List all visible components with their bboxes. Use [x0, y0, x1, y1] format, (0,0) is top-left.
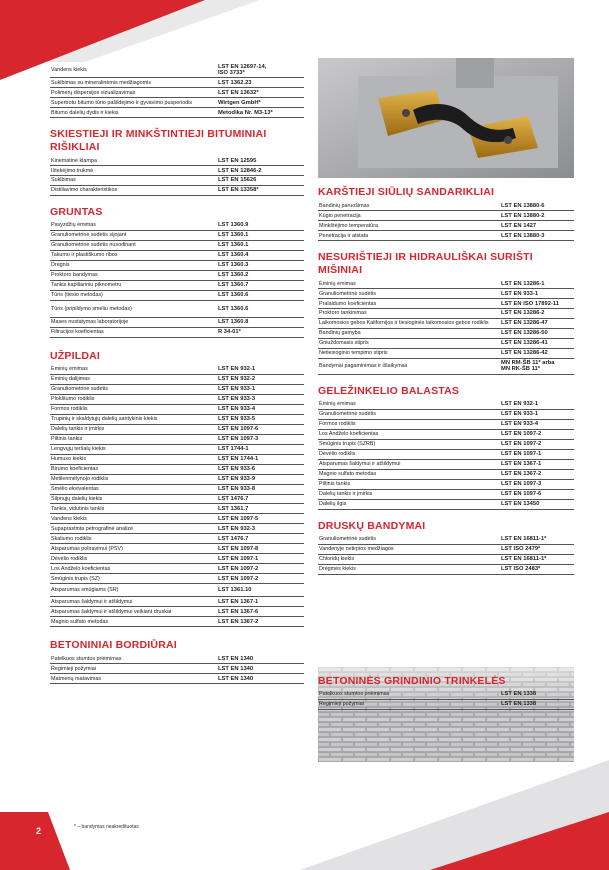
test-name: Dėvėlio rodiklis	[50, 554, 217, 564]
standard-code: LST EN 1097-2	[217, 564, 304, 574]
test-name: Supertrotu bitumo tūrio pašildėjimo ir gyvavimo pusperiodis	[50, 97, 217, 107]
test-name: Dalelių ilgis	[318, 499, 500, 509]
table-row	[50, 617, 304, 627]
standard-code: LST 1362.23	[217, 77, 304, 87]
standard-code: LST 1360.1	[217, 230, 304, 240]
test-name: Tankis kapiliariniu piknometru	[50, 280, 217, 290]
table-row	[318, 564, 574, 574]
test-name: Granuliometrinė sudėtis	[318, 288, 500, 298]
standard-code: LST EN 1097-5	[217, 514, 304, 524]
equipment-photo	[318, 58, 574, 178]
test-name: Vandens kiekis	[50, 514, 217, 524]
standard-code: LST EN 1097-3	[217, 434, 304, 444]
test-name: Los Andželo koeficientas	[50, 564, 217, 574]
machine-column	[456, 58, 494, 88]
table-row	[50, 384, 304, 394]
table-row	[318, 358, 574, 374]
table-row	[318, 338, 574, 348]
right-sections	[318, 186, 574, 710]
standards-table	[318, 400, 574, 510]
test-name: Minkštėjimo temperatūra	[318, 220, 500, 230]
standard-code: LST EN 12595	[217, 156, 304, 165]
standard-code: LST EN 1367-6	[217, 607, 304, 617]
table-row	[50, 87, 304, 97]
table-row	[318, 459, 574, 469]
table-row	[318, 429, 574, 439]
standard-code: R 34-01*	[217, 327, 304, 337]
standard-code: LST EN 933-5	[217, 414, 304, 424]
table-row	[50, 290, 304, 300]
table-row	[318, 409, 574, 419]
standard-code: LST 1360.4	[217, 250, 304, 260]
section-title: NESURIŠTIEJI IR HIDRAULIŠKAI SURIŠTI MIŠINIAI	[318, 250, 533, 276]
section	[318, 186, 574, 241]
test-name: Ėminių ėmimas	[50, 365, 217, 374]
table-row	[50, 607, 304, 617]
standard-code: LST EN 1340	[217, 674, 304, 684]
table-row	[318, 308, 574, 318]
test-name: Magnio sulfato metodas	[50, 617, 217, 627]
table-row	[318, 288, 574, 298]
standard-code: LST EN 1097-1	[217, 554, 304, 564]
table-row	[50, 317, 304, 327]
table-row	[318, 400, 574, 409]
table-row	[50, 250, 304, 260]
table-row	[50, 424, 304, 434]
standard-code: LST 1744-1	[217, 444, 304, 454]
standards-table	[318, 279, 574, 375]
table-row	[318, 535, 574, 544]
standard-code: LST EN 13880-2	[500, 210, 574, 220]
table-row	[50, 221, 304, 230]
table-row	[50, 664, 304, 674]
standard-code: LST EN 1427	[500, 220, 574, 230]
table-row	[50, 504, 304, 514]
standard-code: LST EN 1744-1	[217, 454, 304, 464]
test-name: Atsparumas šaldymui ir atšildymui veikiant druskai	[50, 607, 217, 617]
test-name: Granuliometrinė sudėtis nusodinant	[50, 240, 217, 250]
test-name: Patelkuos stumtos priėmimas	[318, 690, 500, 699]
standard-code: LST EN 933-3	[217, 394, 304, 404]
section-title: UŽPILDAI	[50, 349, 101, 362]
test-name: Tūris (tiesio metodas)	[50, 290, 217, 300]
table-row	[318, 544, 574, 554]
section	[50, 206, 304, 338]
table-row	[50, 156, 304, 165]
standard-code: LST EN ISO 17892-11	[500, 298, 574, 308]
standard-code: LST ISO 2483*	[500, 564, 574, 574]
standard-code: LST EN 1097-2	[500, 439, 574, 449]
standard-code: LST 1360.2	[217, 270, 304, 280]
bolt	[402, 109, 410, 117]
standard-code: LST EN 933-1	[217, 384, 304, 394]
test-name: Laikomosios gebos Kalifornijos ir tiesioginės laikomosios gebos rodiklis	[318, 318, 500, 328]
test-name: Regimieji požymiai	[318, 699, 500, 709]
standard-code: LST EN 933-1	[500, 288, 574, 298]
test-name: Formos rodiklis	[318, 419, 500, 429]
table-row	[50, 494, 304, 504]
standard-code: LST EN 933-1	[500, 409, 574, 419]
test-name: Atsparumas poliravimui (PSV)	[50, 544, 217, 554]
standard-code: LST EN 13286-2	[500, 308, 574, 318]
standard-code: LST EN 13450	[500, 499, 574, 509]
standard-code: Wirtgen GmbH*	[217, 97, 304, 107]
page-number: 2	[36, 826, 42, 836]
test-name: Granuliometrinė sudėtis	[318, 535, 500, 544]
table-row	[50, 327, 304, 337]
standard-code: LST EN 933-4	[217, 404, 304, 414]
test-name: Vandenyje netirpios medžiagos	[318, 544, 500, 554]
test-name: Atsparumas šaldymui ir atšildymui	[318, 459, 500, 469]
test-name: Dalelių tankis ir įmirkis	[318, 489, 500, 499]
standards-table	[50, 365, 304, 628]
test-name: Birumo koeficientas	[50, 464, 217, 474]
test-name: Kūgio penetracija	[318, 210, 500, 220]
standard-code: LST EN 13286-42	[500, 348, 574, 358]
test-name: Chloridų kiekis	[318, 554, 500, 564]
section-title: KARŠTIEJI SIŪLIŲ SANDARIKLIAI	[318, 186, 495, 198]
standard-code: LST 1360.8	[217, 317, 304, 327]
standard-code: LST EN 1097-6	[217, 424, 304, 434]
test-name: Formos rodiklis	[50, 404, 217, 414]
standard-code: LST EN 16811-1*	[500, 554, 574, 564]
standard-code: LST EN 1367-1	[500, 459, 574, 469]
section-title: BETONINĖS GRINDINIO TRINKELĖS	[318, 674, 506, 687]
table-row	[318, 690, 574, 699]
table-row	[50, 260, 304, 270]
test-name: Distiliavimo charakteristikos	[50, 185, 217, 195]
standard-code: LST ISO 2479*	[500, 544, 574, 554]
standard-code: LST EN 1340	[217, 664, 304, 674]
test-name: Drėgmės kiekis	[318, 564, 500, 574]
test-name: Atsparumas šaldymui ir atšildymui	[50, 597, 217, 607]
table-row	[50, 654, 304, 663]
standard-code: MN RM-ŠB 11* arba MN RK-ŠB 11*	[500, 358, 574, 374]
table-row	[318, 279, 574, 288]
standards-table	[318, 535, 574, 575]
table-row	[50, 230, 304, 240]
section	[50, 128, 304, 196]
test-name: Bitumo dalelių dydis ir kiekis	[50, 107, 217, 117]
table-row	[50, 434, 304, 444]
standards-table	[318, 201, 574, 241]
test-name: Pavyzdžių ėmimas	[50, 221, 217, 230]
standard-code: LST 1360.6	[217, 300, 304, 317]
standard-code: LST EN 13286-47	[500, 318, 574, 328]
section-title: SKIESTIEJI IR MINKŠTINTIEJI BITUMINIAI RIŠIKLIAI	[50, 127, 267, 153]
test-name: Silpnųjų dalelių kiekis	[50, 494, 217, 504]
test-name: Supaprastinta petrografinė analizė	[50, 524, 217, 534]
test-name: Ištekėjimo trukmė	[50, 165, 217, 175]
test-name: Dalelių tankis ir įmirkis	[50, 424, 217, 434]
section	[318, 520, 574, 575]
test-name: Smūginis trupis (SZ)	[50, 574, 217, 584]
test-name: Pralaidumo koeficientas	[318, 298, 500, 308]
table-row	[50, 394, 304, 404]
table-row	[318, 419, 574, 429]
footnote: * – bandymas neakredituotas	[74, 824, 139, 830]
left-column	[50, 62, 304, 684]
table-row	[50, 270, 304, 280]
bottom-left-red-band	[0, 812, 70, 870]
table-row	[50, 554, 304, 564]
table-row	[50, 165, 304, 175]
table-row	[318, 489, 574, 499]
left-sections	[50, 128, 304, 684]
test-name: Ėminių ėmimas	[318, 279, 500, 288]
test-name: Suklbimas su mineralinėmis medžiagomis	[50, 77, 217, 87]
standard-code: LST 1360.7	[217, 280, 304, 290]
test-name: Vandens kiekis	[50, 62, 217, 77]
standard-code: LST 1360.9	[217, 221, 304, 230]
table-row	[318, 699, 574, 709]
standard-code: LST 1360.1	[217, 240, 304, 250]
standard-code: LST EN 933-9	[217, 474, 304, 484]
table-row	[50, 97, 304, 107]
table-row	[50, 365, 304, 374]
table-row	[50, 280, 304, 290]
table-row	[318, 220, 574, 230]
right-column	[318, 186, 574, 710]
standard-code: LST EN 1338	[500, 699, 574, 709]
table-row	[318, 479, 574, 489]
section-title: DRUSKŲ BANDYMAI	[318, 519, 426, 532]
standard-code: LST EN 12697-14, ISO 3733*	[217, 62, 304, 77]
test-name: Humuso kiekis	[50, 454, 217, 464]
test-name: Drėgnis	[50, 260, 217, 270]
standard-code: LST EN 1097-2	[217, 574, 304, 584]
standard-code: LST EN 1367-2	[217, 617, 304, 627]
test-name: Gniuždomasis stipris	[318, 338, 500, 348]
standard-code: LST EN 1367-1	[217, 597, 304, 607]
table-row	[50, 185, 304, 195]
test-name: Netiesioginio tempimo stipris	[318, 348, 500, 358]
table-row	[50, 464, 304, 474]
table-row	[50, 175, 304, 185]
standard-code: LST EN 1338	[500, 690, 574, 699]
standard-code: LST EN 13632*	[217, 87, 304, 97]
table-row	[50, 484, 304, 494]
test-name: Smėlio ekvivalentas	[50, 484, 217, 494]
test-name: Proktoro tankinimas	[318, 308, 500, 318]
standard-code: LST 1360.3	[217, 260, 304, 270]
standard-code: LST EN 933-6	[217, 464, 304, 474]
test-name: Smūginis trupis (SZRB)	[318, 439, 500, 449]
test-name: Los Andželo koeficientas	[318, 429, 500, 439]
standard-code: LST EN 933-4	[500, 419, 574, 429]
table-row	[318, 499, 574, 509]
table-row	[318, 554, 574, 564]
standard-code: LST EN 932-2	[217, 374, 304, 384]
standard-code: LST EN 932-3	[217, 524, 304, 534]
standard-code: LST EN 1340	[217, 654, 304, 663]
standard-code: LST EN 1097-2	[500, 429, 574, 439]
test-name: Mases nustatymas laboratorijoje	[50, 317, 217, 327]
standards-table	[50, 654, 304, 684]
standard-code: LST EN 933-8	[217, 484, 304, 494]
standards-table	[50, 221, 304, 338]
section	[318, 251, 574, 375]
test-name: Magnio sulfato metodas	[318, 469, 500, 479]
table-row	[318, 439, 574, 449]
standard-code: LST EN 932-1	[217, 365, 304, 374]
section-title: GELEŽINKELIO BALASTAS	[318, 384, 460, 397]
standard-code: LST 1361.10	[217, 584, 304, 597]
table-row	[50, 544, 304, 554]
test-name: Dėvėlio rodiklis	[318, 449, 500, 459]
table-row	[50, 404, 304, 414]
standard-code: LST EN 1097-6	[500, 489, 574, 499]
standard-code: LST EN 16811-1*	[500, 535, 574, 544]
standard-code: LST EN 13880-3	[500, 230, 574, 240]
table-row	[50, 597, 304, 607]
section-title: GRUNTAS	[50, 205, 103, 218]
standard-code: LST 1476.7	[217, 534, 304, 544]
table-row	[318, 230, 574, 240]
standard-code: LST EN 15626	[217, 175, 304, 185]
test-name: Granuliometrinė sudėtis sijojant	[50, 230, 217, 240]
test-name: Bandinių paruošimas	[318, 201, 500, 210]
table-row	[318, 449, 574, 459]
table-row	[50, 240, 304, 250]
test-name: Bandymai pagaminimas ir išlaikymas	[318, 358, 500, 374]
test-name: Metilenmėlynojo rodiklis	[50, 474, 217, 484]
table-row	[318, 328, 574, 338]
table-row	[318, 469, 574, 479]
test-name: Regimieji požymiai	[50, 664, 217, 674]
table-row	[50, 77, 304, 87]
test-name: Trupinių ir skaldytųjų dalelių santykinis kiekis	[50, 414, 217, 424]
standard-code: LST EN 932-1	[500, 400, 574, 409]
test-name: Polimerų dispersijos vizualizavimas	[50, 87, 217, 97]
test-name: Plokštumo rodiklis	[50, 394, 217, 404]
table-row	[318, 298, 574, 308]
table-row	[318, 210, 574, 220]
test-name: Filtracijos koeficientas	[50, 327, 217, 337]
test-name: Suklbimas	[50, 175, 217, 185]
standard-code: LST 1360.6	[217, 290, 304, 300]
test-name: Skaliumo rodiklis	[50, 534, 217, 544]
table-row	[50, 414, 304, 424]
table-row	[50, 564, 304, 574]
standard-code: LST EN 1367-2	[500, 469, 574, 479]
table-row	[318, 201, 574, 210]
table-row	[50, 300, 304, 317]
table-row	[50, 107, 304, 117]
test-name: Ėminių ėmimas	[318, 400, 500, 409]
test-name: Tankis, vidutinis tankis	[50, 504, 217, 514]
section	[50, 639, 304, 684]
section	[50, 350, 304, 628]
standard-code: LST EN 1097-3	[500, 479, 574, 489]
test-name: Piltinis tankis	[318, 479, 500, 489]
test-name: Granuliometrinė sudėtis	[50, 384, 217, 394]
test-name: Bandinių gamyba	[318, 328, 500, 338]
table-row	[318, 318, 574, 328]
table-row	[50, 62, 304, 77]
test-name: Proktoro bandymas	[50, 270, 217, 280]
test-name: Kinematinė klampa	[50, 156, 217, 165]
test-name: Granuliometrinė sudėtis	[318, 409, 500, 419]
standards-table	[318, 690, 574, 710]
table-row	[50, 534, 304, 544]
standard-code: LST EN 13880-6	[500, 201, 574, 210]
table-row	[50, 674, 304, 684]
standard-code: LST EN 13358*	[217, 185, 304, 195]
table-row	[50, 474, 304, 484]
test-name: Ėminių dalijimas	[50, 374, 217, 384]
test-name: Tūris (pripildymo smėliu metodas)	[50, 300, 217, 317]
section	[318, 385, 574, 510]
test-name: Patelkuos stumtos priėmimas	[50, 654, 217, 663]
table-row	[50, 584, 304, 597]
test-name: Atsparumas smūgiams (SR)	[50, 584, 217, 597]
table-row	[50, 444, 304, 454]
standards-table	[50, 156, 304, 196]
bolt-2	[504, 136, 512, 144]
standard-code: LST 1476.7	[217, 494, 304, 504]
standard-code: LST EN 13286-41	[500, 338, 574, 348]
standard-code: Metodika Nr. M3-13*	[217, 107, 304, 117]
table-row	[50, 454, 304, 464]
table-row	[50, 524, 304, 534]
standard-code: LST EN 13286-50	[500, 328, 574, 338]
top-standards-table	[50, 62, 304, 118]
standard-code: LST EN 1097-1	[500, 449, 574, 459]
section-title: BETONINIAI BORDIŪRAI	[50, 639, 177, 652]
standard-code: LST EN 12846-2	[217, 165, 304, 175]
table-row	[318, 348, 574, 358]
test-name: Lengvųjų teršalų kiekis	[50, 444, 217, 454]
table-row	[50, 574, 304, 584]
test-name: Piltinis tankis	[50, 434, 217, 444]
table-row	[50, 514, 304, 524]
table-row	[50, 374, 304, 384]
test-name: Penetracija ir atstata	[318, 230, 500, 240]
test-name: Takumo ir plastiškumo ribos	[50, 250, 217, 260]
standard-code: LST EN 13286-1	[500, 279, 574, 288]
test-name: Matmenų matavimas	[50, 674, 217, 684]
standard-code: LST EN 1097-8	[217, 544, 304, 554]
section	[318, 675, 574, 710]
standard-code: LST 1361.7	[217, 504, 304, 514]
equipment-illustration	[318, 58, 574, 178]
